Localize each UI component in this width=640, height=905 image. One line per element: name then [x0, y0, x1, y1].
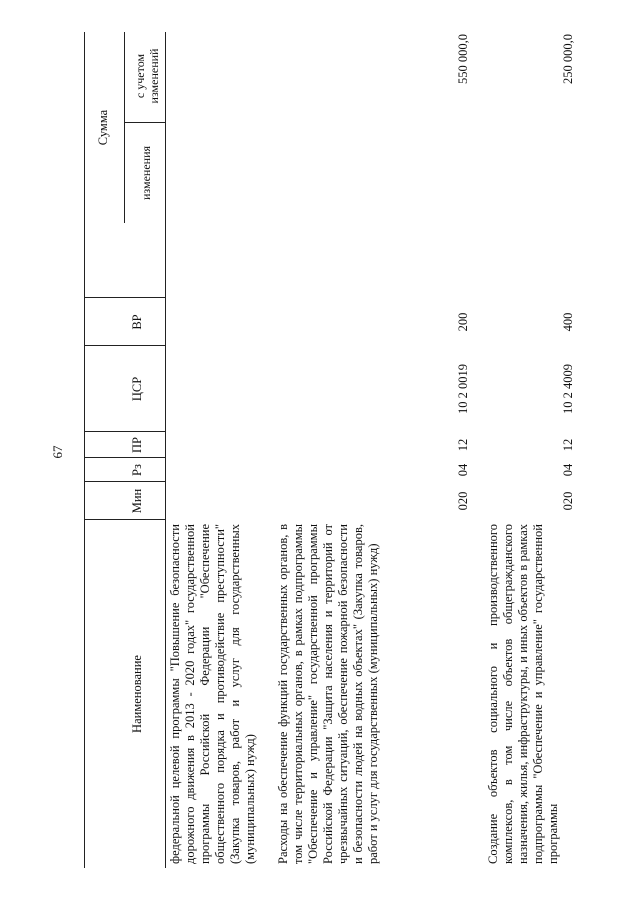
- row-2-min: 020: [456, 491, 470, 511]
- header-vr: ВР: [130, 314, 144, 330]
- row-2-vr: 200: [456, 312, 470, 332]
- row-3-rz: 04: [561, 463, 575, 477]
- row-3-vr: 400: [561, 312, 575, 332]
- col-sep-pr: [84, 431, 165, 432]
- rotated-table: [84, 32, 576, 868]
- header-bottom-border: [165, 32, 166, 868]
- header-pr: ПР: [130, 437, 144, 453]
- col-sep-min: [84, 481, 165, 482]
- row-2-with-changes: 550 000,0: [456, 34, 470, 84]
- row-1-name: федеральной целевой программы "Повышение безопасности дорожного движения в 2013 - 2020 годах" государственной программы Российской Федерации "Обеспечение общественного порядка и противодействие преступности" (Закупка товаров, работ и услуг для государственных (муниципальных) нужд): [168, 524, 257, 864]
- row-2-rz: 04: [456, 463, 470, 477]
- page-number: 67: [50, 445, 65, 459]
- col-sep-vr: [84, 297, 165, 298]
- row-2-pr: 12: [456, 438, 470, 452]
- header-sum: Сумма: [96, 109, 110, 146]
- table-top-border: [84, 32, 85, 868]
- row-2-name: Расходы на обеспечение функций государственных органов, в том числе территориальных органов, в рамках подпрограммы "Обеспечение и управление" государственной программы Российской Федерации "Защита населения и территорий от чрезвычайных ситуаций, обеспечение пожарной безопасности и безопасности людей на водных объектах" (Закупка товаров, работ и услуг для государственных (муниципальных) нужд): [276, 524, 380, 864]
- row-3-with-changes: 250 000,0: [561, 34, 575, 84]
- row-2-csr: 10 2 0019: [456, 364, 470, 414]
- header-with-changes: с учетом изменений: [133, 48, 161, 104]
- row-3-csr: 10 2 4009: [561, 364, 575, 414]
- header-rz: Рз: [130, 464, 144, 476]
- header-changes: изменения: [139, 145, 153, 201]
- col-sep-name: [84, 519, 165, 520]
- row-3-name: Создание объектов социального и производственного комплексов, в том числе объектов общегражданского назначения, жилья, инфраструктуры, и иных объектов в рамках подпрограммы "Обеспечение и управление" государственной программы: [486, 524, 560, 864]
- row-3-pr: 12: [561, 438, 575, 452]
- col-sep-rz: [84, 457, 165, 458]
- col-sep-csr: [84, 345, 165, 346]
- header-min: Мин: [130, 488, 144, 514]
- row-3-min: 020: [561, 491, 575, 511]
- sum-subheader-line: [124, 32, 125, 223]
- header-csr: ЦСР: [130, 376, 144, 402]
- header-name: Наименование: [130, 655, 144, 733]
